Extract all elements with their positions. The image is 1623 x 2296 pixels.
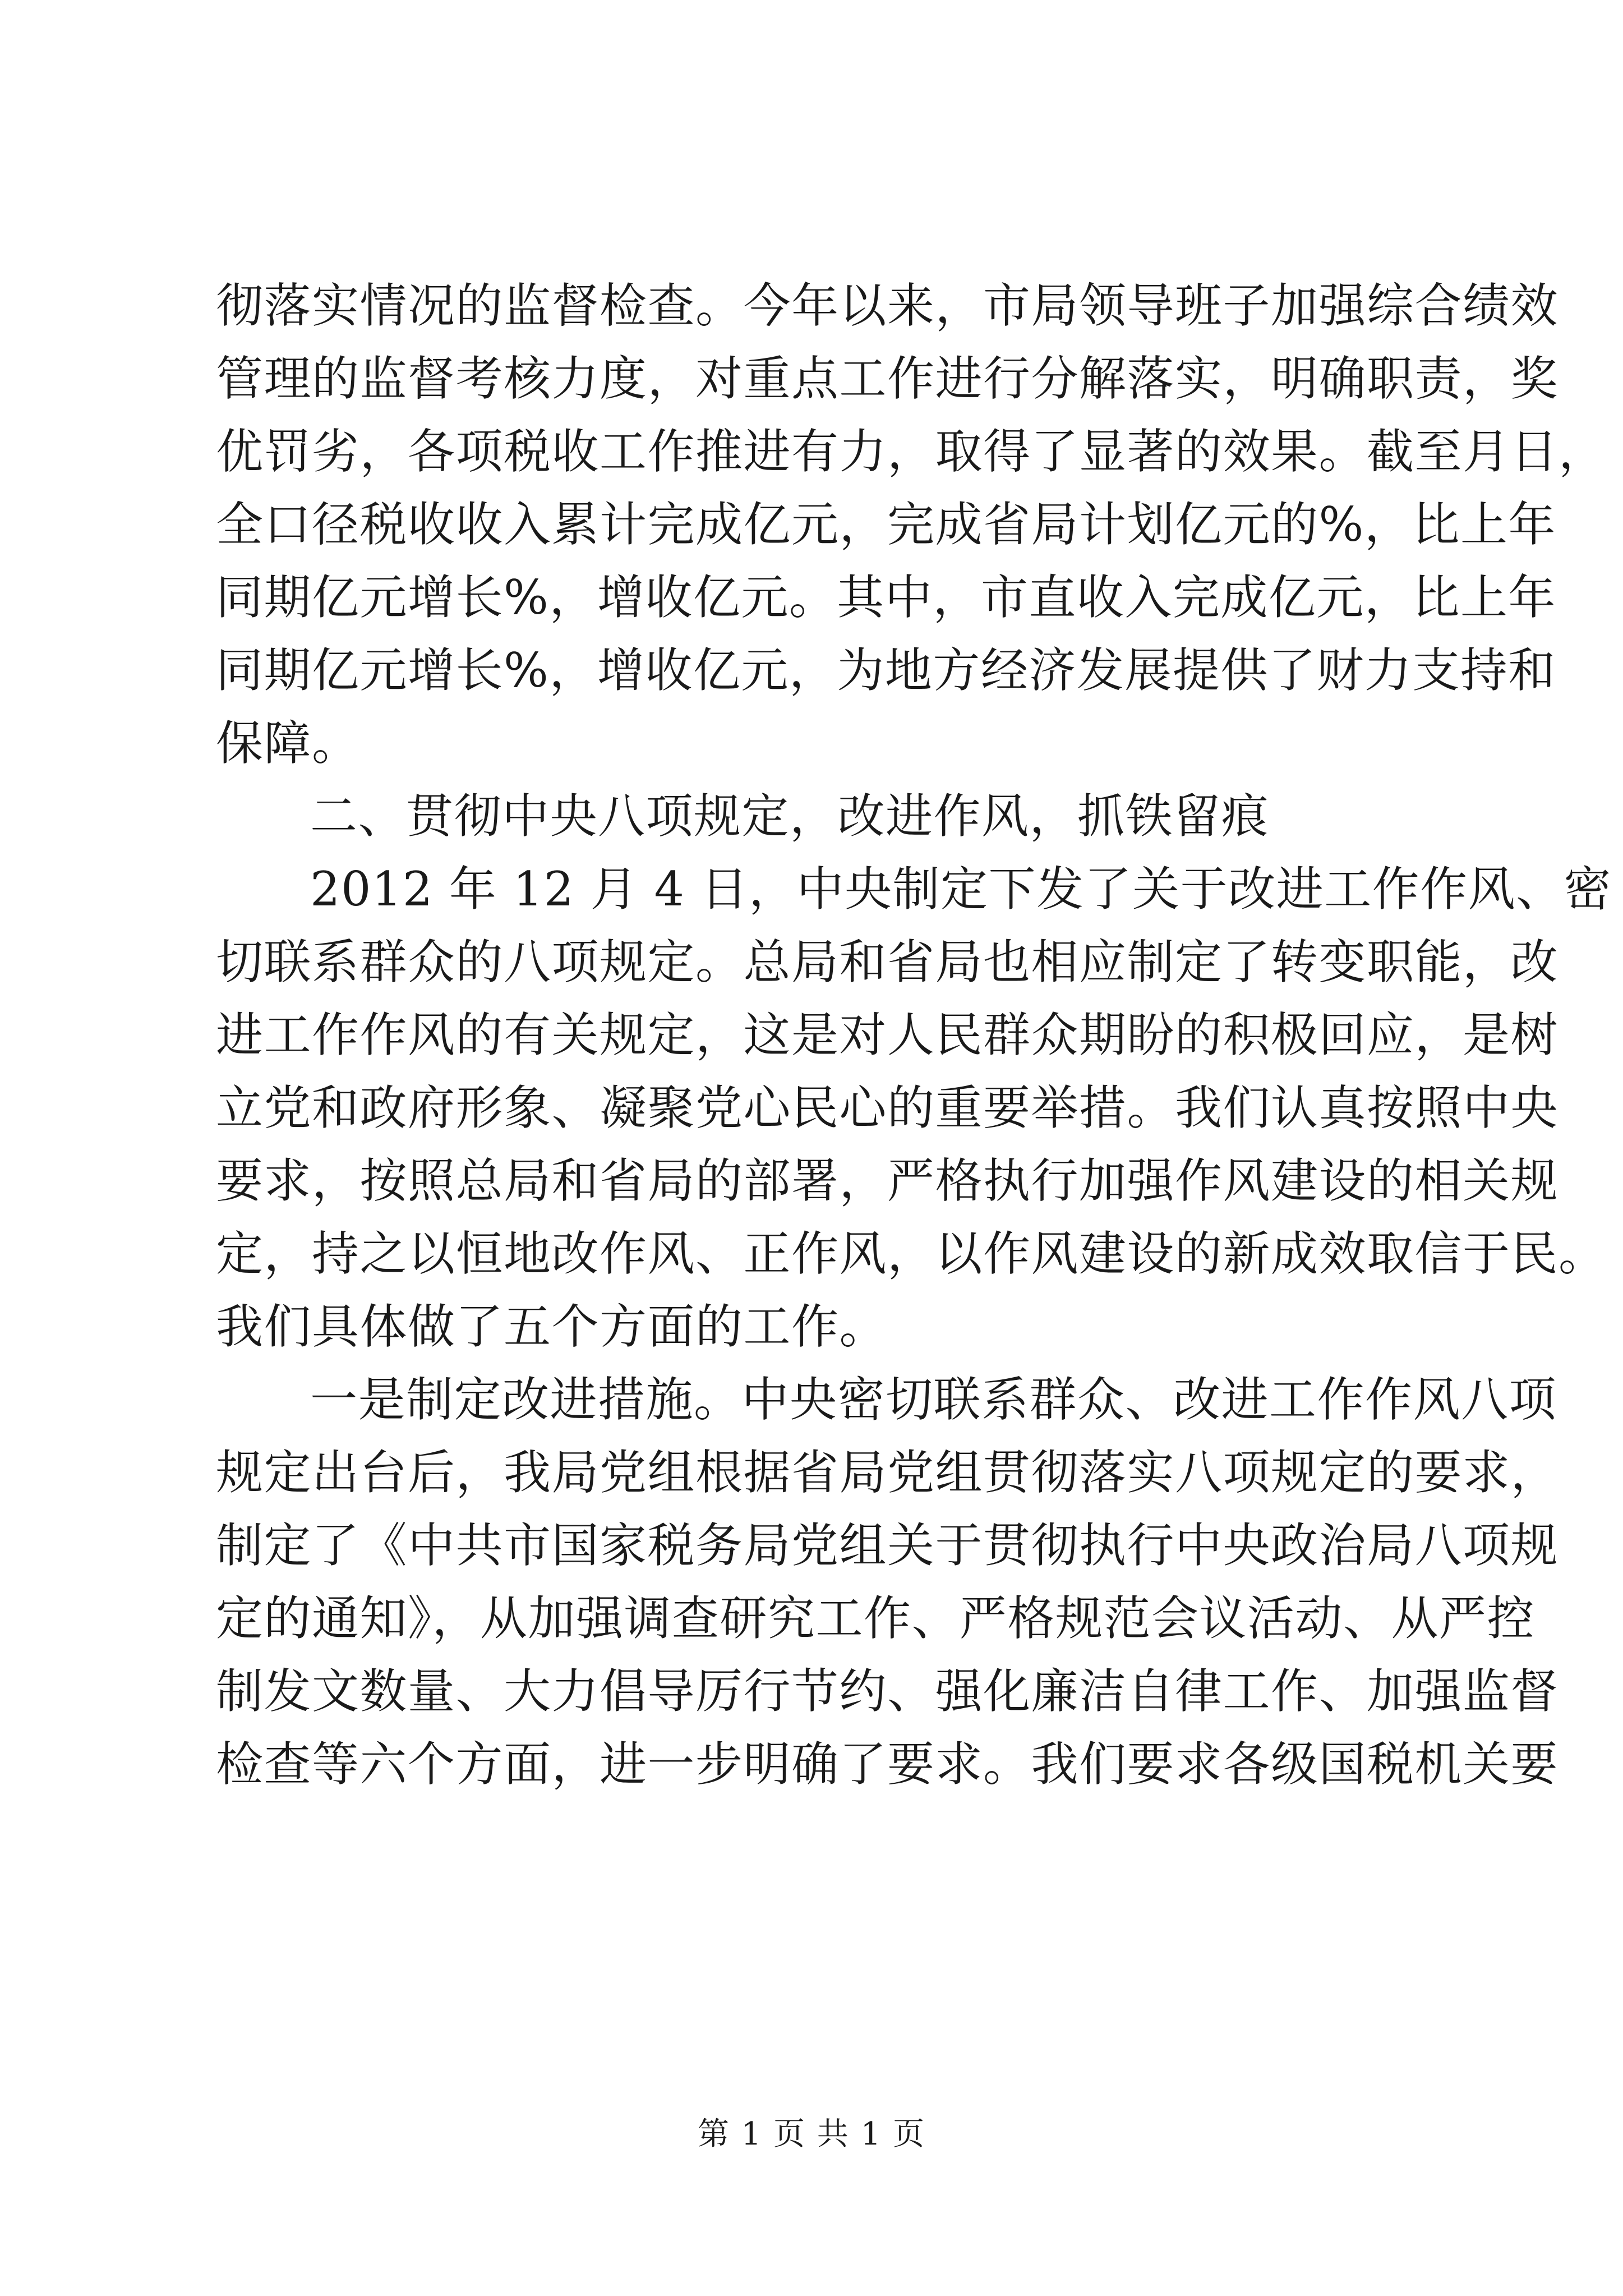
text-line: 立党和政府形象、凝聚党心民心的重要举措。我们认真按照中央 bbox=[216, 1080, 1559, 1135]
text-line: 要求，按照总局和省局的部署，严格执行加强作风建设的相关规 bbox=[216, 1153, 1559, 1208]
text-line: 2012 年 12 月 4 日，中央制定下发了关于改进工作作风、密 bbox=[310, 862, 1612, 917]
text-line: 全口径税收收入累计完成亿元，完成省局计划亿元的%，比上年 bbox=[216, 497, 1556, 552]
text-line: 定，持之以恒地改作风、正作风，以作风建设的新成效取信于民。 bbox=[216, 1226, 1607, 1281]
text-line: 二、贯彻中央八项规定，改进作风，抓铁留痕 bbox=[310, 789, 1270, 844]
text-line: 管理的监督考核力度，对重点工作进行分解落实，明确职责，奖 bbox=[216, 351, 1559, 406]
text-line: 规定出台后，我局党组根据省局党组贯彻落实八项规定的要求， bbox=[216, 1445, 1559, 1500]
text-line: 一是制定改进措施。中央密切联系群众、改进工作作风八项 bbox=[310, 1372, 1557, 1427]
text-line: 进工作作风的有关规定，这是对人民群众期盼的积极回应，是树 bbox=[216, 1007, 1559, 1062]
text-line: 我们具体做了五个方面的工作。 bbox=[216, 1299, 888, 1354]
text-line: 制发文数量、大力倡导厉行节约、强化廉洁自律工作、加强监督 bbox=[216, 1664, 1559, 1719]
text-line: 优罚劣，各项税收工作推进有力，取得了显著的效果。截至月日， bbox=[216, 424, 1607, 479]
text-line: 切联系群众的八项规定。总局和省局也相应制定了转变职能，改 bbox=[216, 935, 1559, 990]
text-line: 定的通知》，从加强调查研究工作、严格规范会议活动、从严控 bbox=[216, 1591, 1536, 1646]
text-line: 保障。 bbox=[216, 716, 360, 771]
text-line: 同期亿元增长%，增收亿元。其中，市直收入完成亿元，比上年 bbox=[216, 570, 1556, 625]
document-body bbox=[216, 269, 1612, 1801]
text-line: 同期亿元增长%，增收亿元，为地方经济发展提供了财力支持和 bbox=[216, 643, 1556, 698]
text-line: 制定了《中共市国家税务局党组关于贯彻执行中央政治局八项规 bbox=[216, 1518, 1559, 1573]
page-footer: 第 1 页 共 1 页 bbox=[697, 2116, 926, 2152]
text-line: 彻落实情况的监督检查。今年以来，市局领导班子加强综合绩效 bbox=[216, 278, 1559, 333]
text-line: 检查等六个方面，进一步明确了要求。我们要求各级国税机关要 bbox=[216, 1737, 1559, 1792]
